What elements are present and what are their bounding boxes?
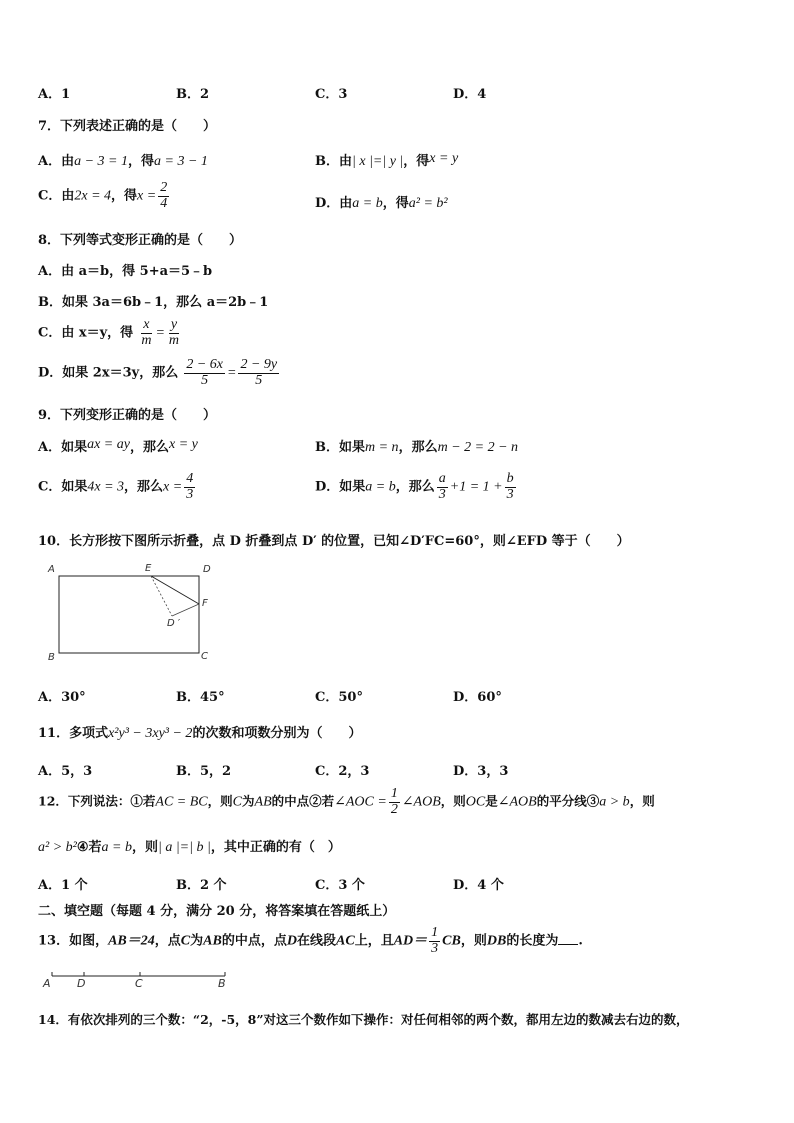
q10-option-a: A．30°	[38, 690, 86, 705]
label-d: D	[77, 977, 86, 990]
label-e: E	[145, 563, 152, 574]
q9-option-d: D．如果a = b，那么 $\frac{a}{3}$ +1 = 1 + $\frac{b}{3}$	[315, 471, 514, 502]
q11-option-a: A．5，3	[38, 764, 93, 779]
label-a: A	[43, 977, 51, 990]
q9-option-a: A．如果ax = ay，那么x = y	[38, 437, 198, 455]
q7-stem: 7．下列表述正确的是（ ）	[38, 119, 217, 134]
q7-option-d: D．由a = b，得a² = b²	[315, 196, 448, 211]
q10-option-b: B．45°	[176, 690, 225, 705]
q6-option-c: C．3	[315, 87, 348, 102]
q6-option-b: B．2	[176, 87, 210, 102]
q8-option-a: A．由 a＝b，得 5+a＝5﹣b	[38, 264, 213, 279]
q12-line-2: a² > b²④若a = b，则| a |=| b |，其中正确的有（ ）	[38, 840, 341, 855]
label-c: C	[135, 977, 143, 990]
q8-stem: 8．下列等式变形正确的是（ ）	[38, 233, 243, 248]
q10-rectangle-diagram	[44, 562, 224, 668]
q12-option-c: C．3 个	[315, 878, 365, 893]
q9-stem: 9．下列变形正确的是（ ）	[38, 408, 217, 423]
q13-figure	[40, 968, 240, 994]
label-d: D	[203, 564, 211, 575]
q12-option-d: D．4 个	[453, 878, 504, 893]
label-b: B	[218, 977, 226, 990]
q7-option-b: B．由| x |=| y |，得x = y	[315, 151, 459, 169]
q10-option-c: C．50°	[315, 690, 363, 705]
q12-option-a: A．1 个	[38, 878, 88, 893]
q8-option-c: C．由 x＝y，得 $\frac{x}{m}$ = $\frac{y}{m}$	[38, 317, 180, 348]
q6-option-a: A．1	[38, 87, 71, 102]
q8-option-d: D．如果 2x＝3y，那么 $\frac{2 - 6x}{5}$ = $\frac{2 - 9y}{5}$	[38, 357, 278, 388]
q7-option-a: A．由a − 3 = 1，得a = 3 − 1	[38, 154, 208, 169]
q10-figure	[44, 562, 224, 668]
q9-option-c: C．如果4x = 3，那么x = $\frac{4}{3}$	[38, 471, 194, 502]
q12-option-b: B．2 个	[176, 878, 227, 893]
q7-c-fraction: $\frac{2}{4}$	[160, 180, 168, 211]
q13-stem: 13．如图，AB＝24，点C为AB的中点，点D在线段AC上，且AD＝ $\frac{1}{3}$ CB，则DB的长度为 .	[38, 925, 583, 956]
q10-option-d: D．60°	[453, 690, 502, 705]
answer-blank	[558, 932, 578, 945]
q9-option-b: B．如果m = n，那么m − 2 = 2 − n	[315, 440, 519, 455]
q8-option-b: B．如果 3a＝6b﹣1，那么 a＝2b﹣1	[38, 295, 269, 310]
label-d-prime: D ′	[167, 618, 181, 629]
label-c: C	[201, 651, 208, 662]
q10-stem: 10．长方形按下图所示折叠，点 D 折叠到点 D′ 的位置，已知∠D′FC=60°，则∠EFD 等于（ ）	[38, 534, 630, 549]
q11-stem: 11．多项式x²y³ − 3xy³ − 2的次数和项数分别为（ ）	[38, 726, 362, 741]
label-a: A	[48, 564, 55, 575]
q12-line-1: 12．下列说法：①若AC = BC，则C为AB的中点②若∠AOC = $\frac{1}{2}$ ∠AOB，则OC是∠AOB的平分线③a > b，则	[38, 786, 655, 817]
q11-option-c: C．2，3	[315, 764, 370, 779]
q6-option-d: D．4	[453, 87, 487, 102]
section-heading: 二、填空题（每题 4 分，满分 20 分，将答案填在答题纸上）	[38, 904, 396, 919]
q7-option-c: C．由2x = 4，得x = $\frac{2}{4}$	[38, 180, 168, 211]
q11-option-d: D．3，3	[453, 764, 509, 779]
label-f: F	[202, 598, 208, 609]
q14-stem: 14．有依次排列的三个数：“2，-5，8”对这三个数作如下操作：对任何相邻的两个数，都用左边的数减去右边的数，	[38, 1012, 689, 1027]
q11-option-b: B．5，2	[176, 764, 232, 779]
label-b: B	[48, 652, 55, 663]
